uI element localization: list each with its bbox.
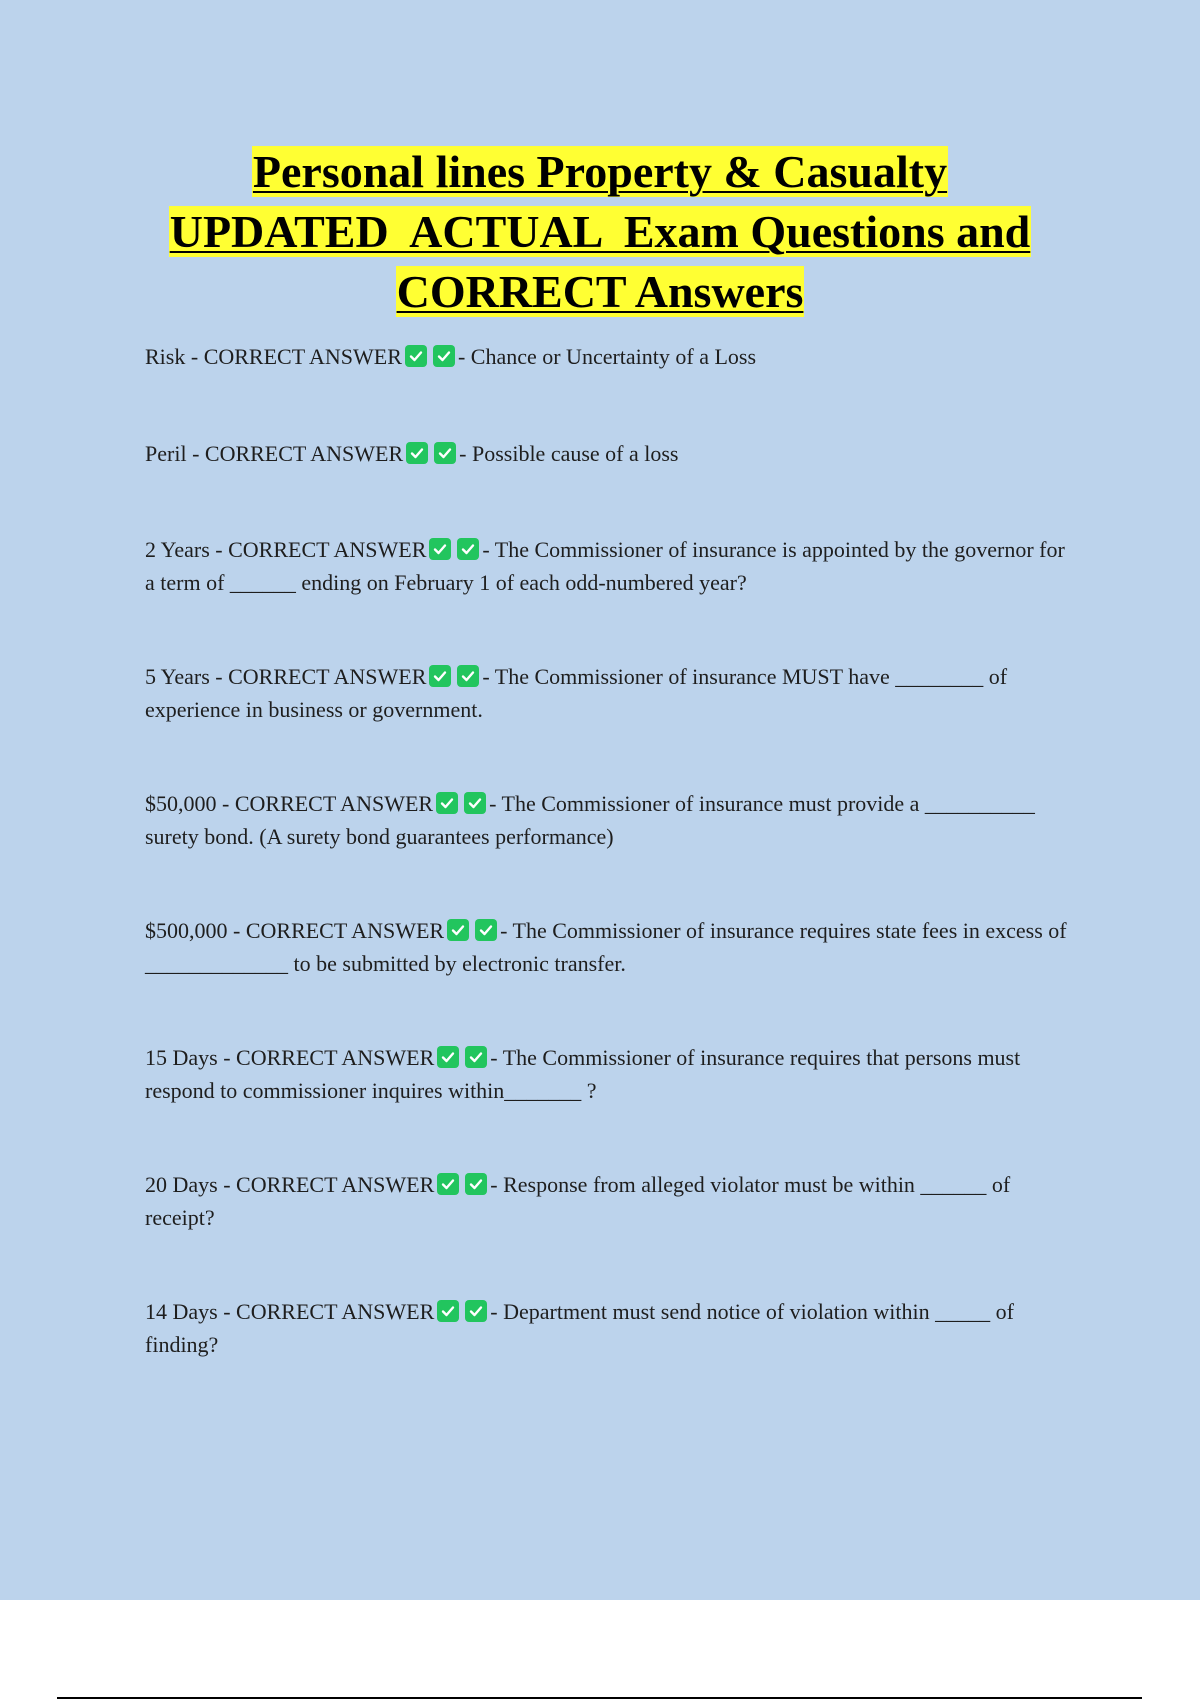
- qa-item: 20 Days - CORRECT ANSWER - Response from alleged violator must be within ______ of receipt?: [145, 1172, 1011, 1230]
- check-mark-icon: [429, 538, 451, 560]
- qa-label: CORRECT ANSWER: [245, 918, 445, 943]
- title-line-2: UPDATED ACTUAL Exam Questions and: [169, 206, 1031, 257]
- check-mark-icon: [433, 345, 455, 367]
- qa-item: 15 Days - CORRECT ANSWER - The Commissioner of insurance requires that persons must respond to commissioner inquires within_______ ?: [145, 1045, 1021, 1103]
- qa-answer: 14 Days: [145, 1299, 218, 1324]
- title-line-1: Personal lines Property & Casualty: [252, 146, 948, 197]
- qa-label: CORRECT ANSWER: [236, 1299, 435, 1324]
- check-mark-icon: [405, 345, 427, 367]
- check-mark-icon: [457, 538, 479, 560]
- qa-label: CORRECT ANSWER: [203, 344, 402, 369]
- qa-question: - The Commissioner of insurance is appointed by the governor for a term of ______ ending on February 1 of each odd-numbered year?: [145, 537, 1065, 595]
- qa-answer: Risk: [145, 344, 186, 369]
- qa-question: - Response from alleged violator must be within ______ of receipt?: [145, 1172, 1011, 1230]
- check-mark-icon: [429, 665, 451, 687]
- qa-item: 2 Years - CORRECT ANSWER - The Commissioner of insurance is appointed by the governor for a term of ______ ending on February 1 of each odd-numbered year?: [145, 537, 1065, 595]
- qa-answer: 2 Years: [145, 537, 210, 562]
- check-mark-icon: [464, 792, 486, 814]
- qa-answer: Peril: [145, 441, 187, 466]
- check-mark-icon: [437, 1300, 459, 1322]
- qa-question: - Possible cause of a loss: [459, 441, 679, 466]
- check-mark-icon: [434, 442, 456, 464]
- qa-item: Risk - CORRECT ANSWER - Chance or Uncertainty of a Loss: [145, 344, 757, 369]
- qa-answer: 15 Days: [145, 1045, 218, 1070]
- qa-answer: $50,000: [145, 791, 217, 816]
- qa-label: CORRECT ANSWER: [236, 1045, 435, 1070]
- qa-question: - Chance or Uncertainty of a Loss: [457, 344, 757, 369]
- qa-label: CORRECT ANSWER: [228, 664, 427, 689]
- qa-item: 14 Days - CORRECT ANSWER - Department must send notice of violation within _____ of finding?: [145, 1299, 1014, 1357]
- check-mark-icon: [406, 442, 428, 464]
- check-mark-icon: [437, 1173, 459, 1195]
- qa-label: CORRECT ANSWER: [228, 537, 427, 562]
- qa-item: Peril - CORRECT ANSWER - Possible cause of a loss: [145, 441, 679, 466]
- qa-label: CORRECT ANSWER: [236, 1172, 435, 1197]
- check-mark-icon: [475, 919, 497, 941]
- qa-question: - The Commissioner of insurance MUST have ________ of experience in business or government.: [145, 664, 1008, 722]
- qa-label: CORRECT ANSWER: [204, 441, 404, 466]
- qa-item: $50,000 - CORRECT ANSWER - The Commissioner of insurance must provide a __________ surety bond. (A surety bond guarantees performance): [145, 791, 1035, 849]
- check-mark-icon: [437, 1046, 459, 1068]
- qa-question: - The Commissioner of insurance requires state fees in excess of _____________ to be submitted by electronic transfer.: [145, 918, 1067, 976]
- qa-answer: 20 Days: [145, 1172, 218, 1197]
- footer-divider: [57, 1697, 1142, 1699]
- check-mark-icon: [447, 919, 469, 941]
- qa-question: - Department must send notice of violation within _____ of finding?: [145, 1299, 1014, 1357]
- qa-label: CORRECT ANSWER: [234, 791, 434, 816]
- check-mark-icon: [465, 1173, 487, 1195]
- qa-question: - The Commissioner of insurance must provide a __________ surety bond. (A surety bond guarantees performance): [145, 791, 1035, 849]
- qa-answer: $500,000: [145, 918, 228, 943]
- qa-item: $500,000 - CORRECT ANSWER - The Commissioner of insurance requires state fees in excess of _____________ to be submitted by electronic transfer.: [145, 918, 1067, 976]
- qa-question: - The Commissioner of insurance requires that persons must respond to commissioner inquires within_______ ?: [145, 1045, 1021, 1103]
- qa-item: 5 Years - CORRECT ANSWER - The Commissioner of insurance MUST have ________ of experience in business or government.: [145, 664, 1008, 722]
- check-mark-icon: [436, 792, 458, 814]
- check-mark-icon: [457, 665, 479, 687]
- check-mark-icon: [465, 1046, 487, 1068]
- title-line-3: CORRECT Answers: [396, 266, 804, 317]
- qa-answer: 5 Years: [145, 664, 210, 689]
- check-mark-icon: [465, 1300, 487, 1322]
- document-title: [0, 142, 1200, 322]
